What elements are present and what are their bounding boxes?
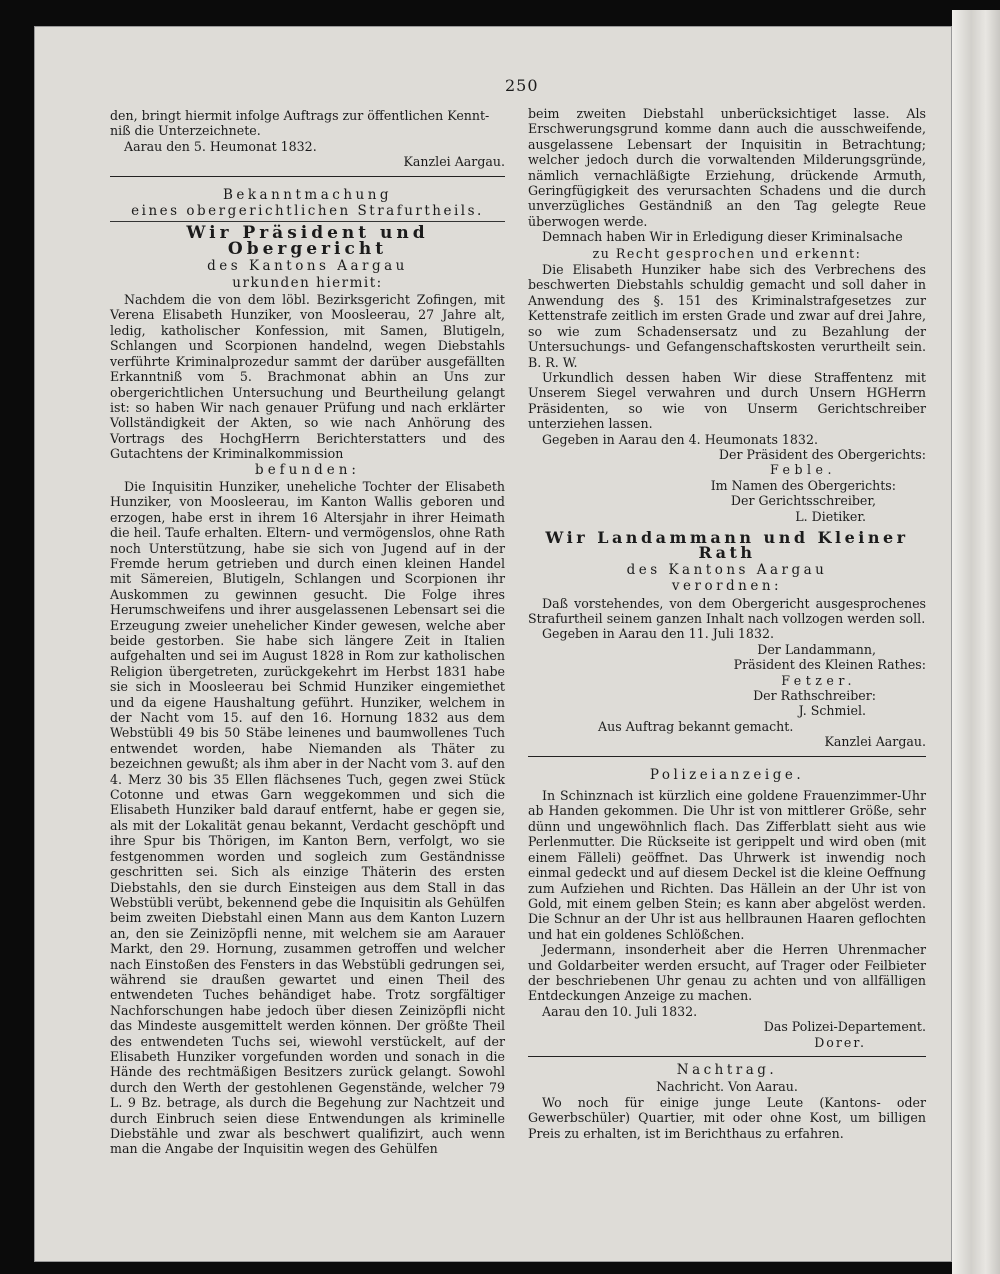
- notice-subheading: eines obergerichtlichen Strafurtheils.: [131, 203, 484, 220]
- left-column: [110, 108, 505, 1157]
- court-date: Gegeben in Aarau den 4. Heumonats 1832.: [542, 431, 818, 447]
- nachtrag-paragraph: Wo noch für einige junge Leute (Kantons- oder Gewerbschüler) Quartier, mit oder ohne Kost, um billigen Preis zu erhalten, ist im Berichthaus zu erfahren.: [528, 1094, 926, 1141]
- landammann-signature: Der Landammann,: [757, 641, 876, 657]
- court-subtitle-2: urkunden hiermit:: [232, 274, 383, 291]
- government-subtitle: des Kantons Aargau: [626, 561, 828, 578]
- secretary-name: J. Schmiel.: [798, 703, 866, 719]
- police-date: Aarau den 10. Juli 1832.: [542, 1003, 698, 1019]
- right-paragraph-4: Urkundlich dessen haben Wir diese Straffentenz mit Unserem Siegel verwahren und durch Unsern HGHerrn Präsidenten, so wie von Unserm Gerichtschreiber unterziehen lassen.: [528, 369, 926, 432]
- government-subtitle-2: verordnen:: [671, 578, 783, 595]
- police-paragraph-2: Jedermann, insonderheit aber die Herren Uhrenmacher und Goldarbeiter werden ersucht, auf Trager oder Feilbieter der beschriebenen Uhr genau zu achten und von allfälligen Entdeckungen Anzeige zu machen.: [528, 942, 926, 1004]
- clerk-role: Der Gerichtsschreiber,: [730, 493, 876, 509]
- court-subtitle: des Kantons Aargau: [207, 258, 408, 275]
- left-paragraph-2: Die Inquisitin Hunziker, uneheliche Tochter der Elisabeth Hunziker, von Moosleerau, im Kanton Wallis geboren und erzogen, habe erst in ihrem 16 Altersjahr in ihrer Heimath die heil. Taufe erhalten. Eltern- und vermögenslos, ohne Rath noch Unterstützung, habe sie sich von Jugend auf in der Fremde herum getrieben und durch einen kleinen Handel mit Sämereien, Blutigeln, Schlangen und Scorpionen ihr Auskommen zu gewinnen gesucht. Die Folge ihres Herumschweifens und ihrer ausgelassenen Lebensart sei die Erzeugung zweier unehelicher Kinder gewesen, welche aber beide gestorben. Sie habe sich längere Zeit in Italien aufgehalten und sei im August 1828 in Rom zur katholischen Religion übergetreten, zurückgekehrt im Herbst 1831 habe sie sich in Moosleerau bei Schmid Hunziker eingemiethet und da eigene Haushaltung geführt. Hunziker, welchem in der Nacht vom 15. auf den 16. Hornung 1832 aus dem Webstübli 49 bis 50 Stäbe leinenes und baumwollenes Tuch entwendet worden, habe Niemanden als Thäter zu bezeichnen gewußt; als ihm aber in der Nacht vom 3. auf den 4. Merz 30 bis 35 Ellen flächsenes Tuch, gegen zwei Stück Cotonne und etwas Garn weggekommen und sich die Elisabeth Hunziker bald darauf entfernt, habe er gegen sie, als mit der Lokalität genau bekannt, Verdacht geschöpft und ihre Spur bis Thörigen, im Kanton Bern, verfolgt, wo sie festgenommen worden und sogleich zum Geständnisse geschritten sei. Sich als einzige Thäterin des ersten Diebstahls, den sie durch Einsteigen aus dem Stall in das Webstübli verübt, bekennend gebe die Inquisitin als Gehülfen beim zweiten Diebstahl einen Mann aus dem Kanton Luzern an, den sie Zeinizöpfli nenne, mit welchem sie am Aarauer Markt, den 29. Hornung, zusammen getroffen und welcher nach Einstoßen des Fensters in das Webstübli gedrungen sei, während sie draußen gewartet und einen Theil des entwendeten Tuches behändiget habe. Trotz sorgfältiger Nachforschungen habe jedoch über diesen Zeinizöpfli nicht das Mindeste ausgemittelt werden können. Der größte Theil des entwendeten Tuchs sei, wiewohl verstückelt, auf der Elisabeth Hunziker vorgefunden worden und sonach in die Hände des rechtmäßigen Besitzers zurück gelangt. Sowohl durch den Werth der gestohlenen Gegenstände, welcher 79 L. 9 Bz. betrage, als durch die Begehung zur Nachtzeit und durch Einbruch seien diese Entwendungen als kriminelle Diebstähle und zwar als beschwert qualifizirt, auch wenn man die Angabe der Inquisitin wegen des Gehülfen: [110, 478, 506, 1157]
- right-paragraph-1: beim zweiten Diebstahl unberücksichtiget lasse. Als Erschwerungsgrund komme dann auch die ausschweifende, ausgelassene Lebensart der Inquisitin in Betrachtung; welcher jedoch durch die vorwaltenden Milderungsgründe, nämlich vernachläßigte Erziehung, drückende Armuth, Geringfügigkeit des verursachten Schadens und die durch unverzügliches Geständniß an den Tag gelegte Reue überwogen werde.: [528, 106, 926, 229]
- intro-line-1: den, bringt hiermit infolge Auftrags zur öffentlichen Kennt-: [110, 108, 490, 123]
- section-divider: [528, 1056, 926, 1057]
- page-number: 250: [505, 76, 539, 95]
- chancellery-signature: Kanzlei Aargau.: [824, 734, 926, 750]
- right-paragraph-3: Die Elisabeth Hunziker habe sich des Verbrechens des beschwerten Diebstahls schuldig gemacht und soll daher in Anwendung des §. 151 des Kriminalstrafgesetzes zur Kettenstrafe zeitlich im ersten Grade und zwar auf drei Jahre, so wie zum Schadensersatz und zu Bezahlung der Untersuchungs- und Gefangenschaftskosten verurtheilt sein. B. R. W.: [528, 262, 926, 370]
- president-name: Feble.: [769, 462, 836, 478]
- section-divider: [528, 756, 926, 757]
- president-signature: Der Präsident des Obergerichts:: [718, 446, 926, 462]
- intro-line-2: niß die Unterzeichnete.: [110, 123, 261, 139]
- government-title: Wir Landammann und Kleiner Rath: [545, 527, 909, 563]
- heading-divider: [110, 221, 505, 222]
- right-column: [528, 106, 926, 1141]
- left-paragraph-1: Nachdem die von dem löbl. Bezirksgericht Zofingen, mit Verena Elisabeth Hunziker, von Moosleerau, 27 Jahre alt, ledig, katholischer Konfession, mit Samen, Blutigeln, Schlangen und Scorpionen handelnd, wegen Diebstahls verführte Kriminalprozedur sammt der darüber ausgefällten Erkanntniß vom 5. Brachmonat abhin an Uns zur obergerichtlichen Untersuchung und Beurtheilung gelangt ist: so haben Wir nach genauer Prüfung und nach erklärter Vollständigkeit der Akten, so wie nach Anhörung des Vortrags des HochgHerrn Berichterstatters und des Gutachtens der Kriminalkommission: [110, 292, 505, 462]
- nachtrag-subheading: Nachricht. Von Aarau.: [656, 1079, 798, 1095]
- landammann-name: Fetzer.: [781, 672, 856, 688]
- verdict-heading: zu Recht gesprochen und erkennt:: [592, 245, 862, 261]
- notice-heading: Bekanntmachung: [222, 186, 393, 203]
- right-paragraph-2: Demnach haben Wir in Erledigung dieser Kriminalsache: [542, 229, 903, 245]
- police-signature: Das Polizei-Departement.: [763, 1019, 926, 1035]
- publication-note: Aus Auftrag bekannt gemacht.: [598, 718, 794, 734]
- intro-signature: Kanzlei Aargau.: [403, 154, 505, 170]
- government-date: Gegeben in Aarau den 11. Juli 1832.: [542, 626, 774, 642]
- intro-date: Aarau den 5. Heumonat 1832.: [124, 138, 317, 154]
- befunden-heading: befunden:: [255, 461, 360, 478]
- adjacent-page-edge: [952, 10, 1000, 1274]
- secretary-signature: Der Rathschreiber:: [753, 688, 876, 704]
- section-divider: [110, 176, 505, 177]
- police-paragraph-1: In Schinznach ist kürzlich eine goldene Frauenzimmer-Uhr ab Handen gekommen. Die Uhr ist von mittlerer Größe, sehr dünn und ungewöhnlich flach. Das Zifferblatt sieht aus wie Perlenmutter. Die Rückseite ist gerippelt und wird oben (mit einem Fälleli) geöffnet. Das Uhrwerk ist inwendig noch einmal gedeckt und auf diesem Deckel ist die kleine Oeffnung zum Aufziehen und Richten. Das Hällein an der Uhr ist von Gold, mit einem gelben Stein; es kann aber abgelöst werden. Die Schnur an der Uhr ist aus hellbraunen Haaren geflochten und hat ein goldenes Schlößchen.: [528, 788, 926, 942]
- police-name: Dorer.: [814, 1034, 866, 1050]
- police-heading: Polizeianzeige.: [649, 766, 805, 783]
- court-title: Wir Präsident und Obergericht: [186, 223, 429, 259]
- nachtrag-heading: Nachtrag.: [676, 1061, 778, 1078]
- court-signature: Im Namen des Obergerichts:: [710, 477, 896, 493]
- right-paragraph-5: Daß vorstehendes, von dem Obergericht ausgesprochenes Strafurtheil seinem ganzen Inhalt nach vollzogen werden soll.: [528, 595, 926, 626]
- landammann-role: Präsident des Kleinen Rathes:: [733, 657, 926, 673]
- clerk-name: L. Dietiker.: [795, 508, 866, 524]
